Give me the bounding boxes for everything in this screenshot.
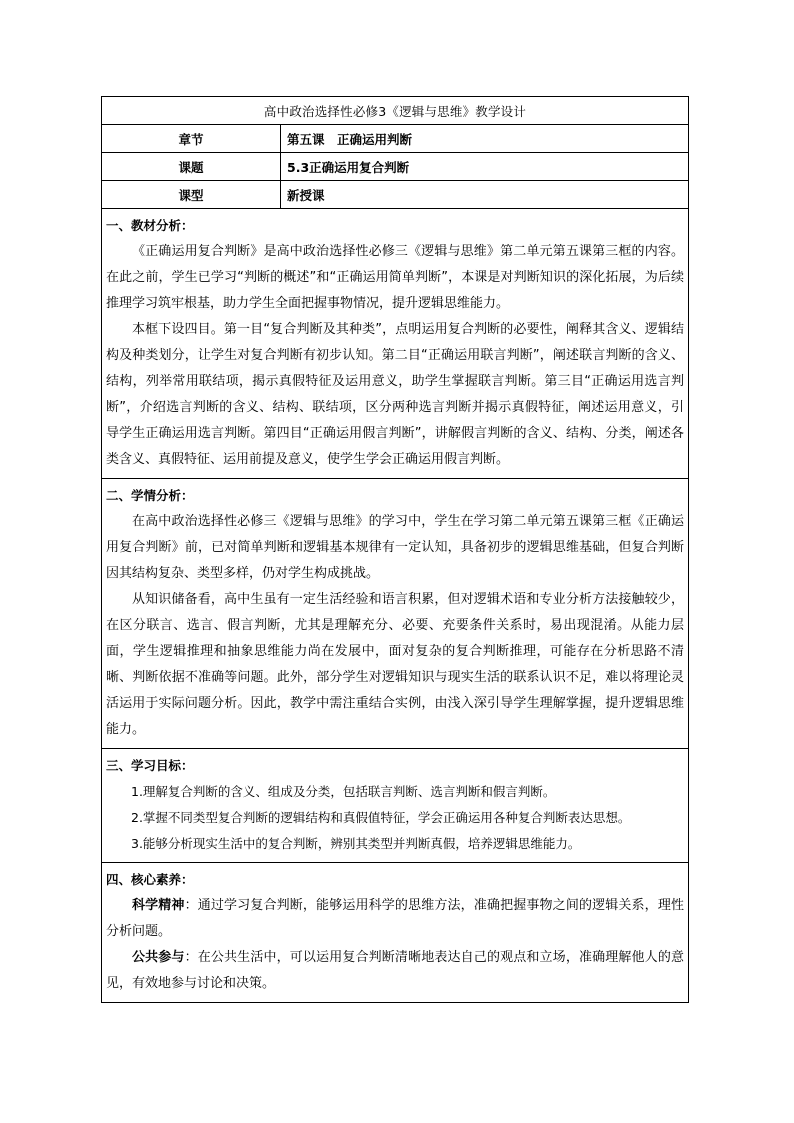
- topic-label: 课题: [102, 153, 281, 181]
- literacy-entry: [106, 945, 684, 997]
- textbook-paragraph: 《正确运用复合判断》是高中政治选择性必修三《逻辑与思维》第二单元第五课第三框的内容。在此之前，学生已学习“判断的概述”和“正确运用简单判断”，本课是对判断知识的深化拓展，为后续推理学习筑牢根基，助力学生全面把握事物情况，提升逻辑思维能力。: [106, 244, 684, 311]
- literacy-separator: ：: [184, 950, 198, 965]
- section-literacy: [102, 863, 689, 1003]
- objectives-heading: 三、学习目标：: [106, 758, 194, 773]
- chapter-label: 章节: [102, 125, 281, 153]
- title-row: [102, 97, 689, 125]
- textbook-heading: 一、教材分析：: [106, 218, 194, 233]
- literacy-separator: ：: [184, 898, 198, 913]
- literacy-text: 通过学习复合判断，能够运用科学的思维方法，准确把握事物之间的逻辑关系，理性分析问题。: [106, 898, 684, 939]
- literacy-term: 科学精神: [132, 898, 185, 913]
- topic-value: 5.3正确运用复合判断: [281, 153, 689, 181]
- section-learners: [102, 479, 689, 749]
- learners-paragraph: 在高中政治选择性必修三《逻辑与思维》的学习中，学生在学习第二单元第五课第三框《正确运用复合判断》前，已对简单判断和逻辑基本规律有一定认知，具备初步的逻辑思维基础，但复合判断因其结构复杂、类型多样，仍对学生构成挑战。: [106, 514, 684, 581]
- section-objectives: [102, 749, 689, 863]
- document-title: 高中政治选择性必修3《逻辑与思维》教学设计: [102, 97, 689, 125]
- lesson-type-label: 课型: [102, 181, 281, 209]
- literacy-term: 公共参与: [132, 950, 185, 965]
- info-row-chapter: [102, 125, 689, 153]
- textbook-paragraph: 本框下设四目。第一目“复合判断及其种类”，点明运用复合判断的必要性，阐释其含义、逻辑结构及种类划分，让学生对复合判断有初步认知。第二目“正确运用联言判断”，阐述联言判断的含义、结构，列举常用联结项，揭示真假特征及运用意义，助学生掌握联言判断。第三目“正确运用选言判断”，介绍选言判断的含义、结构、联结项，区分两种选言判断并揭示真假特征，阐述运用意义，引导学生正确运用选言判断。第四目“正确运用假言判断”，讲解假言判断的含义、结构、分类，阐述各类含义、真假特征、运用前提及意义，使学生学会正确运用假言判断。: [106, 322, 684, 467]
- lesson-type-value: 新授课: [281, 181, 689, 209]
- objective-item: 1.理解复合判断的含义、组成及分类，包括联言判断、选言判断和假言判断。: [131, 784, 556, 799]
- lesson-plan-table: [101, 96, 689, 1003]
- chapter-value: 第五课 正确运用判断: [281, 125, 689, 153]
- objective-item: 2.掌握不同类型复合判断的逻辑结构和真假值特征，学会正确运用各种复合判断表达思想。: [131, 810, 631, 825]
- objective-item: 3.能够分析现实生活中的复合判断，辨别其类型并判断真假，培养逻辑思维能力。: [131, 836, 581, 851]
- info-row-topic: [102, 153, 689, 181]
- learners-heading: 二、学情分析：: [106, 488, 194, 503]
- literacy-heading: 四、核心素养：: [106, 872, 194, 887]
- learners-paragraph: 从知识储备看，高中生虽有一定生活经验和语言积累，但对逻辑术语和专业分析方法接触较少，在区分联言、选言、假言判断，尤其是理解充分、必要、充要条件关系时，易出现混淆。从能力层面，学生逻辑推理和抽象思维能力尚在发展中，面对复杂的复合判断推理，可能存在分析思路不清晰、判断依据不准确等问题。此外，部分学生对逻辑知识与现实生活的联系认识不足，难以将理论灵活运用于实际问题分析。因此，教学中需注重结合实例，由浅入深引导学生理解掌握，提升逻辑思维能力。: [106, 592, 684, 737]
- literacy-entry: [106, 893, 684, 945]
- section-textbook: [102, 209, 689, 479]
- info-row-lesson-type: [102, 181, 689, 209]
- literacy-text: 在公共生活中，可以运用复合判断清晰地表达自己的观点和立场，准确理解他人的意见，有效地参与讨论和决策。: [106, 950, 684, 991]
